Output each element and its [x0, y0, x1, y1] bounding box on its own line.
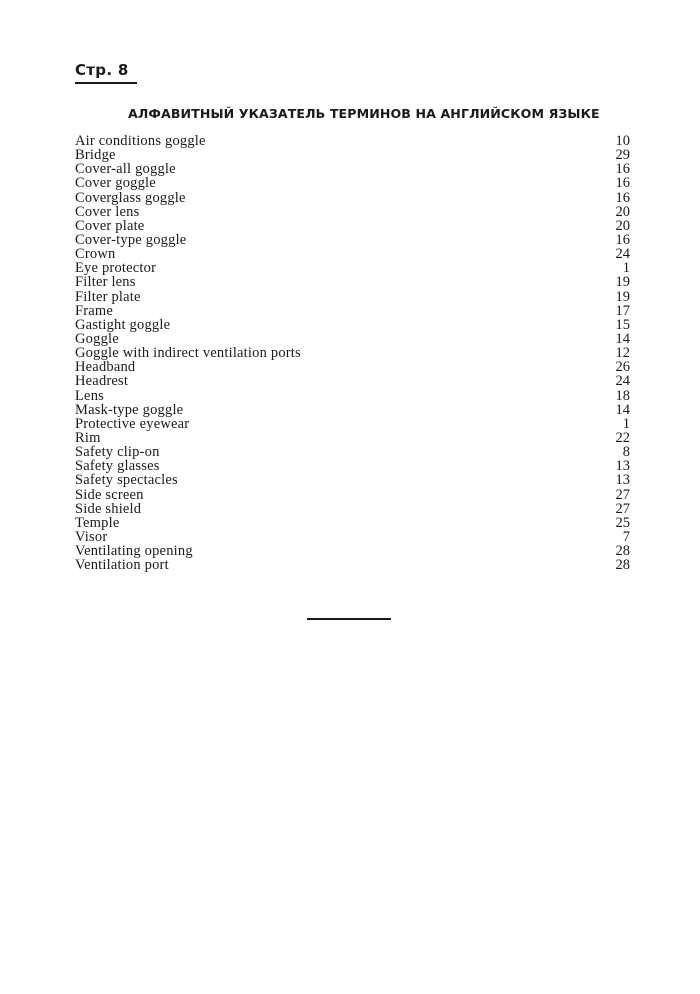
index-entry: [75, 445, 630, 459]
index-term: Gastight goggle: [75, 316, 171, 333]
index-term: Crown: [75, 246, 116, 263]
index-term: Filter plate: [75, 288, 141, 305]
index-page-ref: 15: [615, 316, 630, 333]
index-term: Goggle with indirect ventilation ports: [75, 345, 301, 362]
index-term: Headband: [75, 359, 136, 376]
index-page-ref: 17: [615, 302, 630, 319]
index-entry: [75, 403, 630, 417]
index-entry: [75, 389, 630, 403]
index-term: Safety glasses: [75, 458, 160, 475]
index-term: Cover lens: [75, 203, 140, 220]
index-term: Side shield: [75, 500, 142, 517]
index-page-ref: 28: [615, 543, 630, 560]
index-page-ref: 27: [615, 486, 630, 503]
page-number-underline: [75, 82, 137, 84]
index-page-ref: 13: [615, 458, 630, 475]
index-page-ref: 19: [615, 288, 630, 305]
index-page-ref: 16: [615, 175, 630, 192]
index-entry: [75, 261, 630, 275]
index-entry: [75, 191, 630, 205]
index-entry: [75, 558, 630, 572]
index-term: Lens: [75, 387, 104, 404]
index-page-ref: 7: [622, 528, 630, 545]
index-page-ref: 1: [622, 260, 630, 277]
index-page-ref: 25: [615, 514, 630, 531]
index-page-ref: 1: [622, 415, 630, 432]
index-entry: [75, 374, 630, 388]
index-page-ref: 27: [615, 500, 630, 517]
index-term: Rim: [75, 429, 101, 446]
index-term: Visor: [75, 528, 108, 545]
index-entry: [75, 530, 630, 544]
index-term: Frame: [75, 302, 114, 319]
index-page-ref: 16: [615, 161, 630, 178]
index-page-ref: 24: [615, 246, 630, 263]
index-page-ref: 22: [615, 429, 630, 446]
index-term: Ventilating opening: [75, 543, 193, 560]
index-term: Temple: [75, 514, 120, 531]
index-entry: [75, 417, 630, 431]
index-entry: [75, 516, 630, 530]
index-term: Protective eyewear: [75, 415, 190, 432]
index-entry: [75, 162, 630, 176]
index-title: АЛФАВИТНЫЙ УКАЗАТЕЛЬ ТЕРМИНОВ НА АНГЛИЙСКОМ ЯЗЫКЕ: [128, 106, 600, 121]
index-entry: [75, 176, 630, 190]
index-entry: [75, 488, 630, 502]
index-page-ref: 13: [615, 472, 630, 489]
index-page-ref: 26: [615, 359, 630, 376]
index-page-ref: 16: [615, 231, 630, 248]
index-entry: [75, 134, 630, 148]
index-page-ref: 28: [615, 557, 630, 574]
index-entry: [75, 473, 630, 487]
index-page-ref: 29: [615, 147, 630, 164]
index-term: Eye protector: [75, 260, 157, 277]
index-entry: [75, 219, 630, 233]
term-index-list: [75, 134, 630, 572]
index-page-ref: 16: [615, 189, 630, 206]
index-term: Bridge: [75, 147, 116, 164]
index-term: Safety clip-on: [75, 444, 160, 461]
index-entry: [75, 431, 630, 445]
index-entry: [75, 275, 630, 289]
index-entry: [75, 290, 630, 304]
index-entry: [75, 148, 630, 162]
index-entry: [75, 332, 630, 346]
index-term: Cover-all goggle: [75, 161, 176, 178]
index-term: Cover-type goggle: [75, 231, 187, 248]
index-page-ref: 19: [615, 274, 630, 291]
index-term: Coverglass goggle: [75, 189, 186, 206]
page-number: Стр. 8: [75, 61, 129, 79]
index-page-ref: 12: [615, 345, 630, 362]
index-entry: [75, 360, 630, 374]
index-page-ref: 8: [622, 444, 630, 461]
index-page-ref: 20: [615, 217, 630, 234]
index-entry: [75, 346, 630, 360]
index-entry: [75, 459, 630, 473]
index-term: Headrest: [75, 373, 129, 390]
index-entry: [75, 502, 630, 516]
index-entry: [75, 205, 630, 219]
index-term: Cover goggle: [75, 175, 156, 192]
index-term: Filter lens: [75, 274, 136, 291]
index-page-ref: 24: [615, 373, 630, 390]
index-entry: [75, 544, 630, 558]
index-page-ref: 14: [615, 401, 630, 418]
index-term: Safety spectacles: [75, 472, 178, 489]
index-entry: [75, 304, 630, 318]
index-term: Air conditions goggle: [75, 133, 206, 149]
index-entry: [75, 233, 630, 247]
index-entry: [75, 318, 630, 332]
index-term: Ventilation port: [75, 557, 169, 574]
index-term: Cover plate: [75, 217, 145, 234]
index-entry: [75, 247, 630, 261]
index-term: Mask-type goggle: [75, 401, 184, 418]
index-term: Side screen: [75, 486, 144, 503]
index-term: Goggle: [75, 330, 119, 347]
end-rule: [307, 618, 391, 620]
index-page-ref: 10: [615, 133, 630, 149]
index-page-ref: 20: [615, 203, 630, 220]
index-page-ref: 14: [615, 330, 630, 347]
index-page-ref: 18: [615, 387, 630, 404]
